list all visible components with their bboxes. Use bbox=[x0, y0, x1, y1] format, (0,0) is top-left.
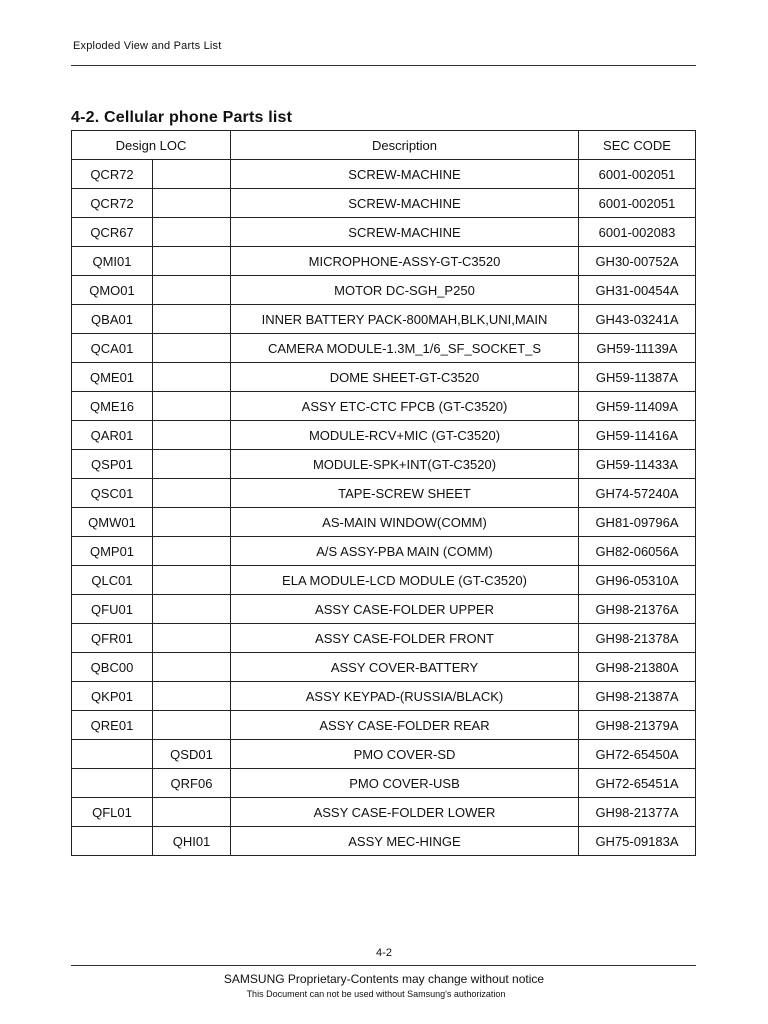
footer-notice: SAMSUNG Proprietary-Contents may change without notice bbox=[223, 972, 545, 986]
sub-loc-cell bbox=[153, 711, 231, 740]
description-cell: ASSY KEYPAD-(RUSSIA/BLACK) bbox=[231, 682, 579, 711]
sec-code-cell: GH59-11409A bbox=[579, 392, 696, 421]
design-loc-cell: QAR01 bbox=[72, 421, 153, 450]
sub-loc-cell bbox=[153, 334, 231, 363]
document-header-title: Exploded View and Parts List bbox=[73, 40, 222, 52]
design-loc-cell: QFU01 bbox=[72, 595, 153, 624]
description-cell: MOTOR DC-SGH_P250 bbox=[231, 276, 579, 305]
design-loc-cell: QMP01 bbox=[72, 537, 153, 566]
table-row bbox=[72, 827, 696, 856]
description-cell: MODULE-SPK+INT(GT-C3520) bbox=[231, 450, 579, 479]
sec-code-cell: GH98-21377A bbox=[579, 798, 696, 827]
column-header-sec-code: SEC CODE bbox=[579, 131, 696, 160]
parts-table bbox=[71, 130, 696, 856]
sec-code-cell: GH72-65451A bbox=[579, 769, 696, 798]
design-loc-cell: QFR01 bbox=[72, 624, 153, 653]
design-loc-cell: QFL01 bbox=[72, 798, 153, 827]
design-loc-cell: QCR72 bbox=[72, 189, 153, 218]
table-row bbox=[72, 798, 696, 827]
sub-loc-cell: QRF06 bbox=[153, 769, 231, 798]
design-loc-cell: QCA01 bbox=[72, 334, 153, 363]
sub-loc-cell bbox=[153, 189, 231, 218]
sec-code-cell: GH98-21387A bbox=[579, 682, 696, 711]
design-loc-cell: QMO01 bbox=[72, 276, 153, 305]
sec-code-cell: GH59-11139A bbox=[579, 334, 696, 363]
table-row bbox=[72, 363, 696, 392]
header-divider bbox=[71, 65, 696, 66]
sec-code-cell: GH75-09183A bbox=[579, 827, 696, 856]
sub-loc-cell bbox=[153, 798, 231, 827]
design-loc-cell bbox=[72, 827, 153, 856]
table-row bbox=[72, 595, 696, 624]
sec-code-cell: GH31-00454A bbox=[579, 276, 696, 305]
description-cell: CAMERA MODULE-1.3M_1/6_SF_SOCKET_S bbox=[231, 334, 579, 363]
parts-table-body bbox=[72, 160, 696, 856]
description-cell: PMO COVER-USB bbox=[231, 769, 579, 798]
sec-code-cell: GH98-21378A bbox=[579, 624, 696, 653]
sec-code-cell: GH98-21376A bbox=[579, 595, 696, 624]
table-row bbox=[72, 508, 696, 537]
table-row bbox=[72, 740, 696, 769]
description-cell: DOME SHEET-GT-C3520 bbox=[231, 363, 579, 392]
sec-code-cell: GH59-11387A bbox=[579, 363, 696, 392]
design-loc-cell: QCR72 bbox=[72, 160, 153, 189]
description-cell: ASSY CASE-FOLDER LOWER bbox=[231, 798, 579, 827]
sub-loc-cell bbox=[153, 508, 231, 537]
sub-loc-cell bbox=[153, 421, 231, 450]
design-loc-cell: QBC00 bbox=[72, 653, 153, 682]
design-loc-cell: QME01 bbox=[72, 363, 153, 392]
column-header-description: Description bbox=[231, 131, 579, 160]
description-cell: TAPE-SCREW SHEET bbox=[231, 479, 579, 508]
sub-loc-cell bbox=[153, 537, 231, 566]
sec-code-cell: 6001-002083 bbox=[579, 218, 696, 247]
description-cell: PMO COVER-SD bbox=[231, 740, 579, 769]
design-loc-cell: QLC01 bbox=[72, 566, 153, 595]
sec-code-cell: GH30-00752A bbox=[579, 247, 696, 276]
table-row bbox=[72, 711, 696, 740]
description-cell: ASSY CASE-FOLDER REAR bbox=[231, 711, 579, 740]
table-row bbox=[72, 769, 696, 798]
design-loc-cell: QRE01 bbox=[72, 711, 153, 740]
table-row bbox=[72, 276, 696, 305]
table-row bbox=[72, 450, 696, 479]
description-cell: ASSY ETC-CTC FPCB (GT-C3520) bbox=[231, 392, 579, 421]
sec-code-cell: GH96-05310A bbox=[579, 566, 696, 595]
table-row bbox=[72, 537, 696, 566]
sub-loc-cell bbox=[153, 160, 231, 189]
table-row bbox=[72, 160, 696, 189]
sec-code-cell: GH81-09796A bbox=[579, 508, 696, 537]
table-row bbox=[72, 421, 696, 450]
description-cell: ASSY COVER-BATTERY bbox=[231, 653, 579, 682]
description-cell: SCREW-MACHINE bbox=[231, 189, 579, 218]
sub-loc-cell: QHI01 bbox=[153, 827, 231, 856]
description-cell: ASSY MEC-HINGE bbox=[231, 827, 579, 856]
sub-loc-cell bbox=[153, 479, 231, 508]
table-row bbox=[72, 624, 696, 653]
sub-loc-cell bbox=[153, 624, 231, 653]
description-cell: MICROPHONE-ASSY-GT-C3520 bbox=[231, 247, 579, 276]
sub-loc-cell bbox=[153, 305, 231, 334]
design-loc-cell: QSC01 bbox=[72, 479, 153, 508]
column-header-design-loc: Design LOC bbox=[72, 131, 231, 160]
sub-loc-cell bbox=[153, 566, 231, 595]
table-header-row bbox=[72, 131, 696, 160]
design-loc-cell: QKP01 bbox=[72, 682, 153, 711]
sec-code-cell: GH98-21380A bbox=[579, 653, 696, 682]
design-loc-cell: QME16 bbox=[72, 392, 153, 421]
design-loc-cell: QMW01 bbox=[72, 508, 153, 537]
description-cell: MODULE-RCV+MIC (GT-C3520) bbox=[231, 421, 579, 450]
description-cell: ASSY CASE-FOLDER UPPER bbox=[231, 595, 579, 624]
table-row bbox=[72, 479, 696, 508]
description-cell: SCREW-MACHINE bbox=[231, 218, 579, 247]
table-row bbox=[72, 218, 696, 247]
description-cell: ELA MODULE-LCD MODULE (GT-C3520) bbox=[231, 566, 579, 595]
sub-loc-cell bbox=[153, 392, 231, 421]
sub-loc-cell bbox=[153, 450, 231, 479]
design-loc-cell: QSP01 bbox=[72, 450, 153, 479]
design-loc-cell: QCR67 bbox=[72, 218, 153, 247]
table-row bbox=[72, 334, 696, 363]
sub-loc-cell bbox=[153, 682, 231, 711]
description-cell: A/S ASSY-PBA MAIN (COMM) bbox=[231, 537, 579, 566]
footer-divider bbox=[71, 965, 696, 966]
description-cell: INNER BATTERY PACK-800MAH,BLK,UNI,MAIN bbox=[231, 305, 579, 334]
table-row bbox=[72, 305, 696, 334]
description-cell: ASSY CASE-FOLDER FRONT bbox=[231, 624, 579, 653]
sec-code-cell: GH43-03241A bbox=[579, 305, 696, 334]
table-row bbox=[72, 682, 696, 711]
sec-code-cell: GH59-11416A bbox=[579, 421, 696, 450]
sec-code-cell: 6001-002051 bbox=[579, 160, 696, 189]
sec-code-cell: GH74-57240A bbox=[579, 479, 696, 508]
table-row bbox=[72, 392, 696, 421]
sec-code-cell: GH82-06056A bbox=[579, 537, 696, 566]
table-row bbox=[72, 653, 696, 682]
sub-loc-cell bbox=[153, 653, 231, 682]
section-title: 4-2. Cellular phone Parts list bbox=[71, 109, 293, 126]
table-row bbox=[72, 247, 696, 276]
sub-loc-cell bbox=[153, 218, 231, 247]
design-loc-cell bbox=[72, 769, 153, 798]
description-cell: SCREW-MACHINE bbox=[231, 160, 579, 189]
sub-loc-cell bbox=[153, 595, 231, 624]
footer-authorization: This Document can not be used without Samsung's authorization bbox=[246, 989, 506, 999]
sec-code-cell: 6001-002051 bbox=[579, 189, 696, 218]
sec-code-cell: GH59-11433A bbox=[579, 450, 696, 479]
table-row bbox=[72, 189, 696, 218]
sub-loc-cell: QSD01 bbox=[153, 740, 231, 769]
sec-code-cell: GH72-65450A bbox=[579, 740, 696, 769]
page-number: 4-2 bbox=[376, 947, 392, 959]
design-loc-cell: QMI01 bbox=[72, 247, 153, 276]
sec-code-cell: GH98-21379A bbox=[579, 711, 696, 740]
design-loc-cell: QBA01 bbox=[72, 305, 153, 334]
sub-loc-cell bbox=[153, 247, 231, 276]
design-loc-cell bbox=[72, 740, 153, 769]
sub-loc-cell bbox=[153, 363, 231, 392]
table-row bbox=[72, 566, 696, 595]
sub-loc-cell bbox=[153, 276, 231, 305]
description-cell: AS-MAIN WINDOW(COMM) bbox=[231, 508, 579, 537]
